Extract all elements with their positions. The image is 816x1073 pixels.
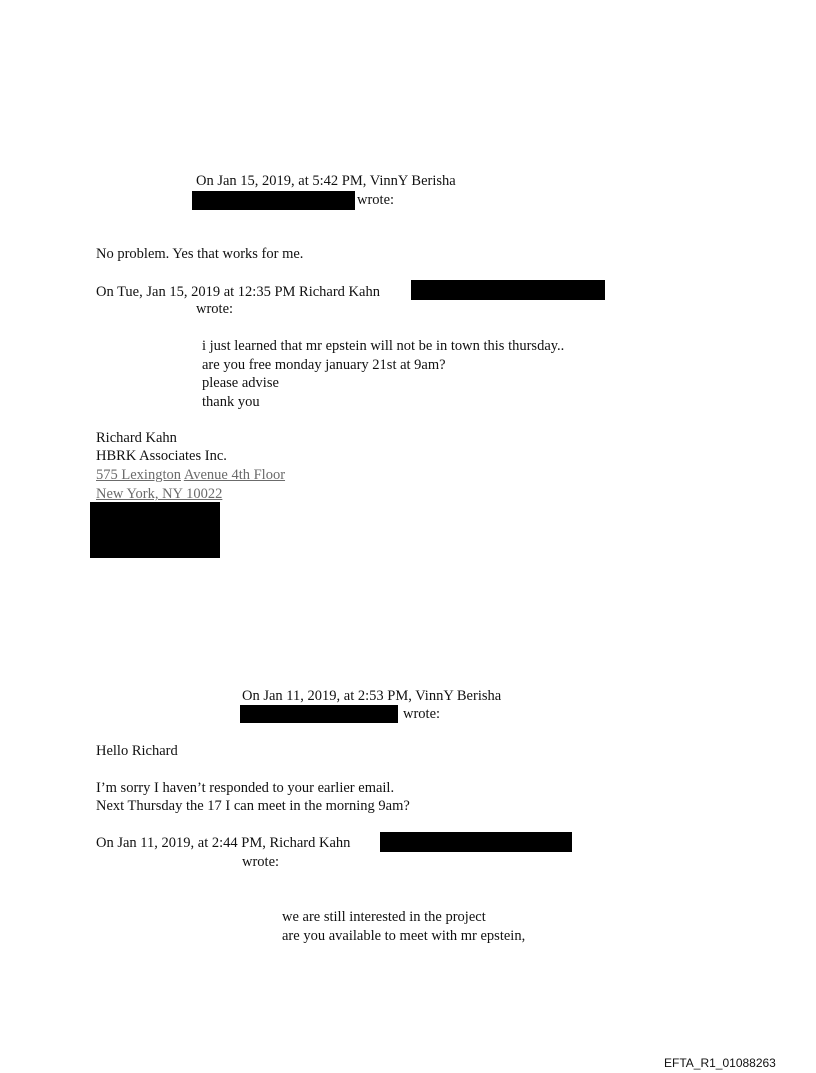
email2-quoted-line: we are still interested in the project	[282, 909, 486, 925]
email1-header-line1: On Jan 15, 2019, at 5:42 PM, VinnY Berisha	[196, 173, 456, 189]
redaction-block	[240, 705, 398, 723]
redaction-block	[380, 832, 572, 852]
email2-header-line1: On Jan 11, 2019, at 2:53 PM, VinnY Berisha	[242, 688, 502, 704]
email2-header-line2: wrote:	[403, 706, 441, 722]
signature-name: Richard Kahn	[96, 430, 177, 446]
email1-quote-header-line1: On Tue, Jan 15, 2019 at 12:35 PM Richard Kahn	[96, 284, 380, 300]
email2-quote-header-line1: On Jan 11, 2019, at 2:44 PM, Richard Kahn	[96, 835, 351, 851]
email2-body-line: Next Thursday the 17 I can meet in the morning 9am?	[96, 798, 410, 814]
signature-company: HBRK Associates Inc.	[96, 448, 227, 464]
email2-quoted-line: are you available to meet with mr epstein,	[282, 928, 526, 944]
email1-quote-header-line2: wrote:	[196, 301, 234, 317]
email1-quoted-line: i just learned that mr epstein will not be in town this thursday..	[202, 338, 565, 354]
email2-greeting: Hello Richard	[96, 743, 178, 759]
document-id: EFTA_R1_01088263	[664, 1056, 776, 1070]
address-link-avenue[interactable]: Avenue 4th Floor	[183, 467, 286, 483]
redaction-block	[192, 191, 355, 210]
signature-address	[96, 466, 285, 484]
email2-body-line: I’m sorry I haven’t responded to your earlier email.	[96, 780, 395, 796]
address-link-city[interactable]: New York, NY 10022	[96, 486, 223, 502]
redaction-block	[90, 502, 220, 558]
redaction-block	[411, 280, 605, 300]
email1-header-line2: wrote:	[357, 192, 395, 208]
email1-quoted-line: are you free monday january 21st at 9am?	[202, 357, 446, 373]
address-link-street[interactable]: 575 Lexington	[96, 467, 181, 483]
email1-quoted-line: please advise	[202, 375, 279, 391]
email1-quoted-line: thank you	[202, 394, 260, 410]
email2-quote-header-line2: wrote:	[242, 854, 280, 870]
signature-city	[96, 485, 222, 503]
email1-reply-text: No problem. Yes that works for me.	[96, 246, 304, 262]
